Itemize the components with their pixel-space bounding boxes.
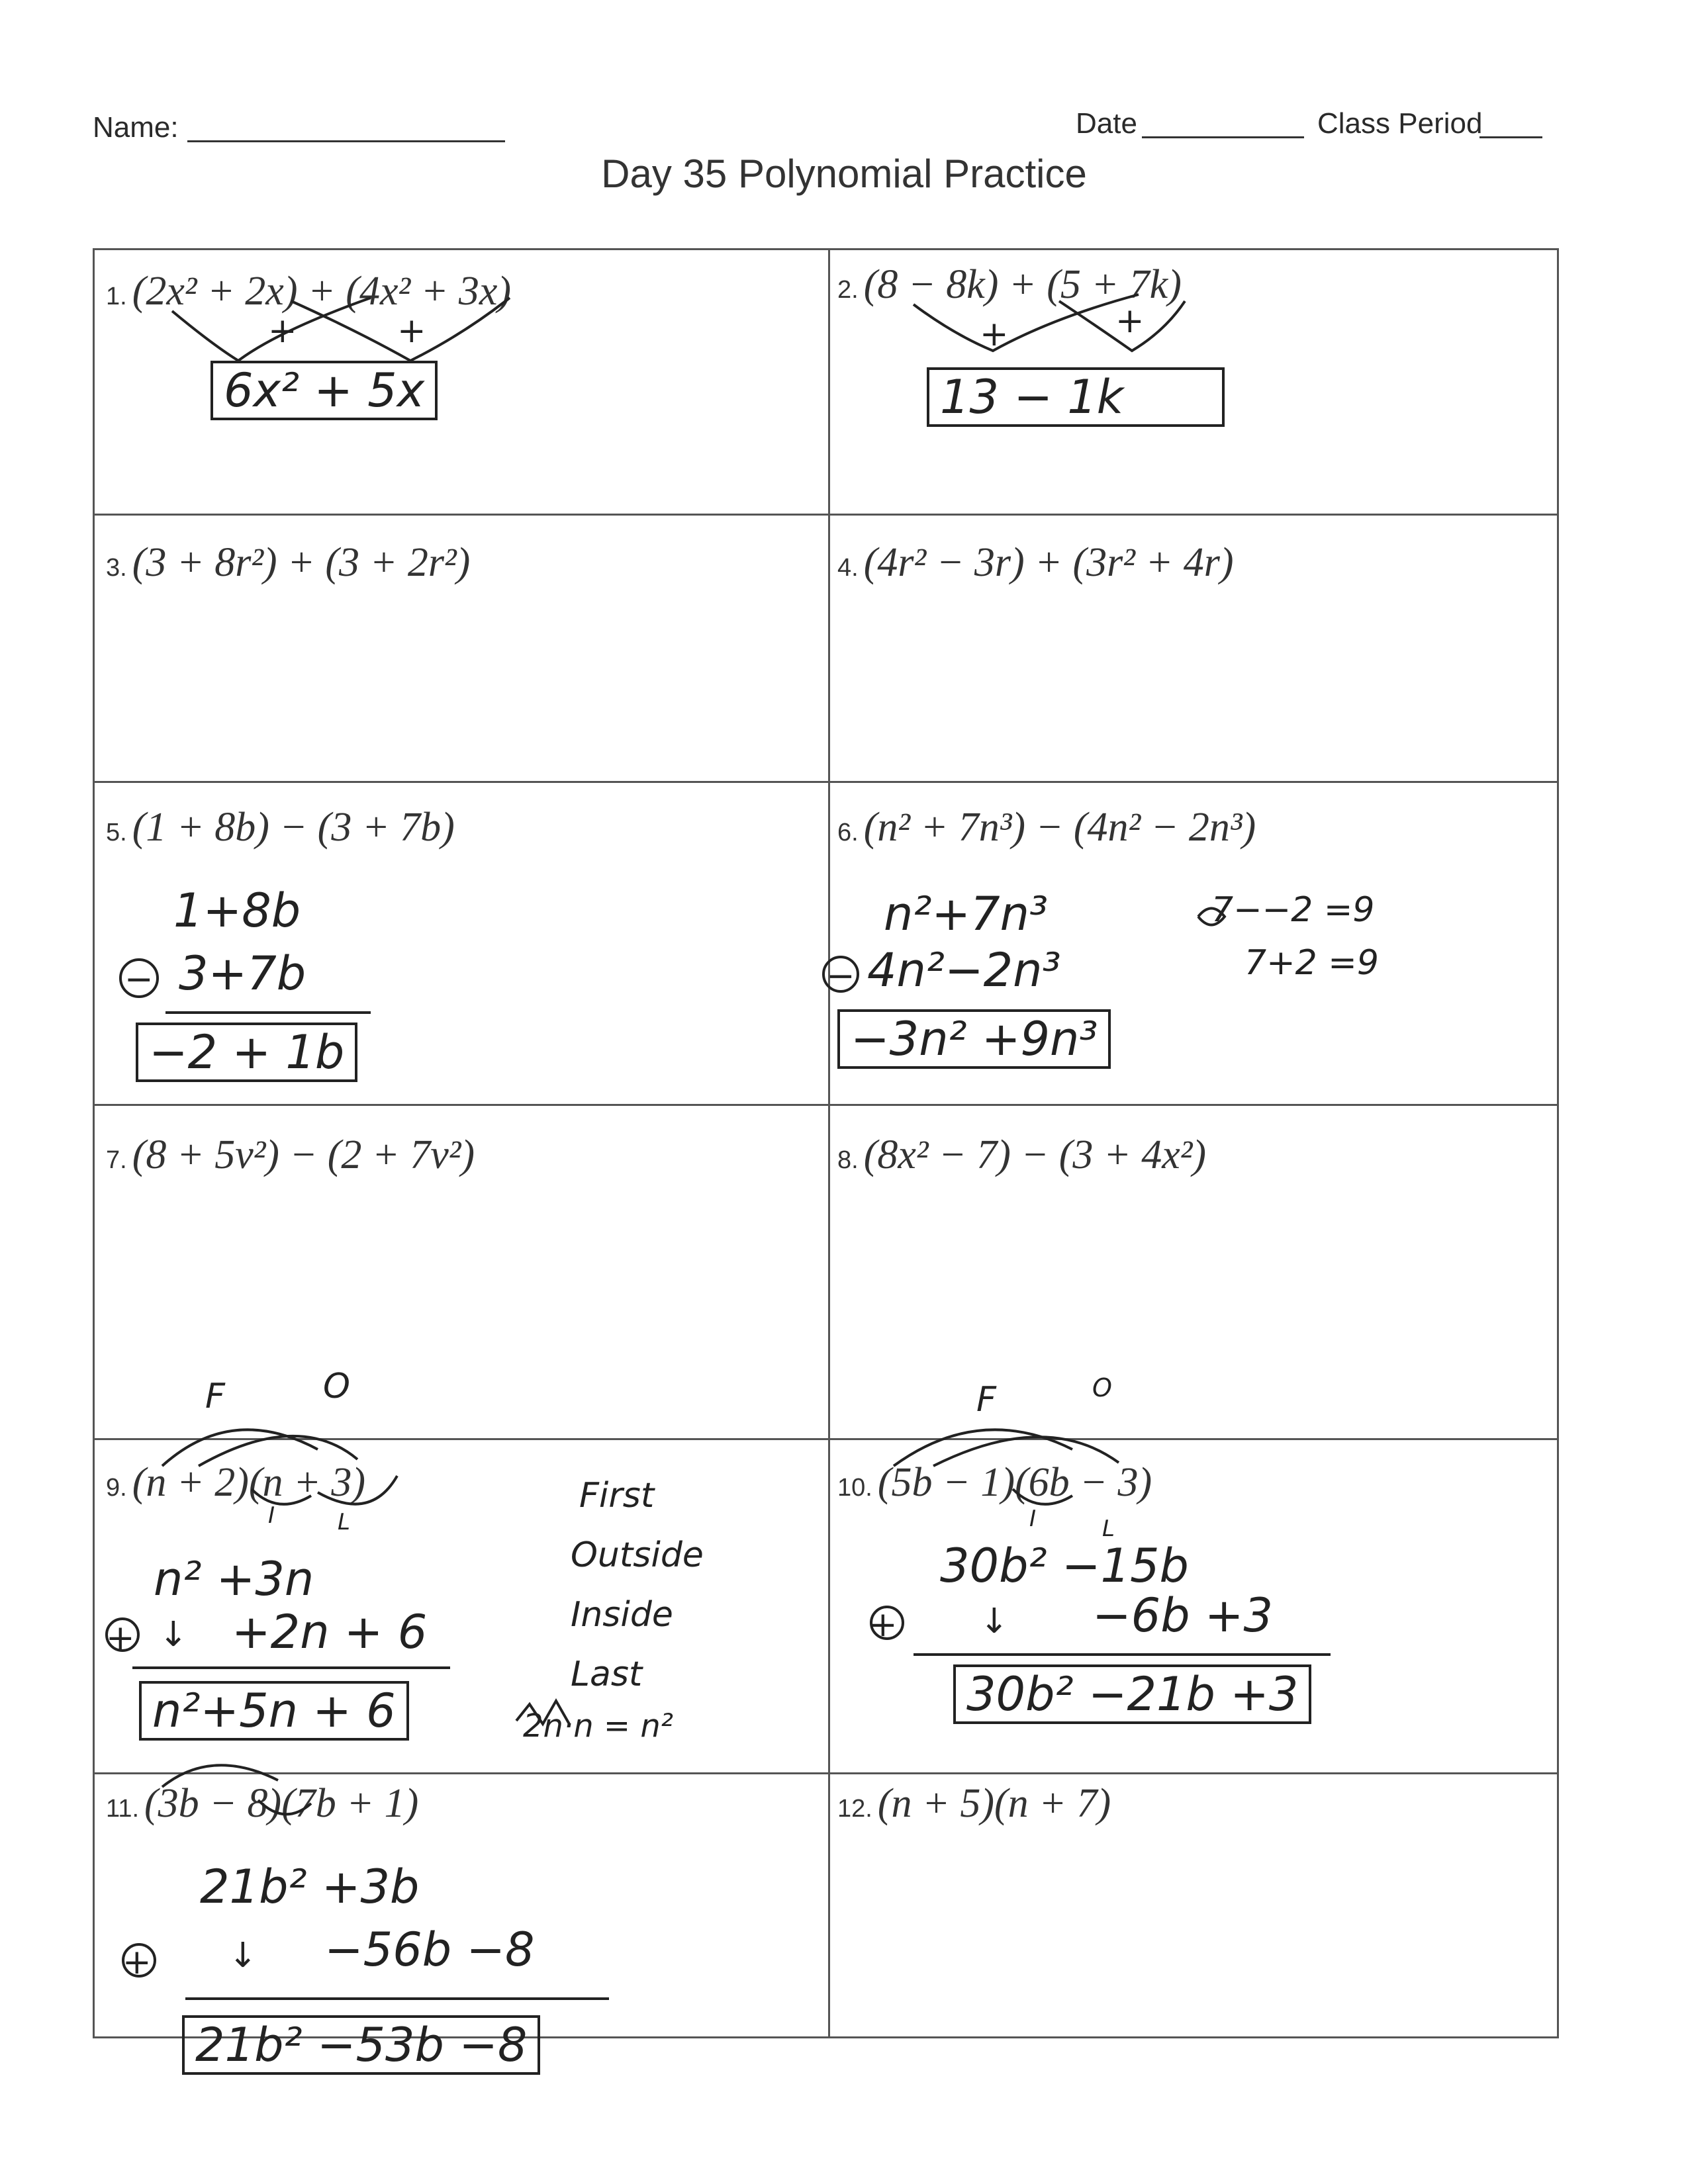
hw-foil-letter: O — [1092, 1373, 1112, 1402]
problem-expression: (3 + 8r²) + (3 + 2r²) — [132, 540, 471, 585]
problem-number: 11. — [106, 1795, 140, 1823]
problem-expression: (n + 2)(n + 3) — [132, 1460, 365, 1505]
problem-number: 3. — [106, 554, 127, 582]
name-label: Name: — [93, 111, 179, 144]
problem-expression: (2x² + 2x) + (4x² + 3x) — [132, 269, 512, 314]
problem-8 — [837, 1132, 1206, 1179]
hw-work-line: 30b² −15b — [940, 1539, 1189, 1593]
hw-foil-word: Last — [571, 1655, 643, 1694]
grid-divider-row — [95, 1104, 1557, 1106]
hw-foil-letter: F — [205, 1377, 225, 1416]
hw-foil-word: Outside — [571, 1535, 704, 1575]
problem-12 — [837, 1780, 1111, 1827]
hw-foil-letter: L — [1102, 1516, 1115, 1542]
problem-expression: (5b − 1)(6b − 3) — [877, 1460, 1152, 1505]
problem-3 — [106, 539, 470, 586]
hw-arrow: ↓ — [159, 1615, 188, 1655]
grid-divider-row — [95, 1772, 1557, 1774]
problem-11 — [106, 1780, 418, 1827]
hw-foil-letter: L — [338, 1509, 350, 1535]
grid-divider-vertical — [828, 250, 830, 2036]
hw-foil-letter: I — [1029, 1506, 1037, 1532]
problem-number: 2. — [837, 276, 859, 304]
problem-6 — [837, 804, 1256, 851]
problem-expression: (1 + 8b) − (3 + 7b) — [132, 805, 455, 850]
problem-number: 9. — [106, 1474, 127, 1502]
hw-plus-sign: + — [1115, 301, 1145, 341]
problem-expression: (8 − 8k) + (5 + 7k) — [863, 262, 1182, 307]
hw-plus-sign: + — [397, 311, 426, 351]
hw-plus-sign: + — [122, 1942, 152, 1982]
hw-foil-word: First — [579, 1476, 655, 1516]
hw-work-line: +2n + 6 — [232, 1605, 428, 1659]
hw-answer-box: −2 + 1b — [136, 1023, 357, 1082]
problem-4 — [837, 539, 1234, 586]
hw-note: 7−−2 =9 — [1211, 890, 1375, 930]
hw-note: 7+2 =9 — [1244, 943, 1379, 983]
problem-7 — [106, 1132, 475, 1179]
hw-minus-sign: − — [826, 956, 855, 996]
problem-expression: (4r² − 3r) + (3r² + 4r) — [863, 540, 1234, 585]
hw-work-line: −56b −8 — [324, 1923, 535, 1977]
grid-divider-row — [95, 781, 1557, 783]
problem-10 — [837, 1459, 1152, 1506]
hw-plus-sign: + — [980, 314, 1009, 354]
hw-foil-letter: F — [976, 1380, 996, 1420]
hw-plus-sign: + — [106, 1618, 135, 1658]
hw-answer-box: 13 − 1k — [927, 367, 1225, 427]
hw-plus-sign: + — [868, 1605, 898, 1645]
date-field[interactable] — [1142, 136, 1304, 138]
problem-expression: (3b − 8)(7b + 1) — [144, 1781, 419, 1826]
hw-foil-word: Inside — [571, 1595, 673, 1635]
hw-note: 2n·n = n² — [523, 1707, 674, 1745]
hw-foil-letter: I — [268, 1502, 275, 1529]
hw-work-line: n²+7n³ — [884, 887, 1049, 941]
hw-work-line: n² +3n — [154, 1552, 314, 1606]
hw-work-line: −6b +3 — [1092, 1588, 1274, 1643]
page-title: Day 35 Polynomial Practice — [601, 152, 1087, 196]
problem-number: 12. — [837, 1795, 872, 1823]
worksheet-header — [0, 0, 1688, 238]
class-period-label: Class Period — [1317, 107, 1483, 140]
hw-work-line: 4n²−2n³ — [867, 943, 1061, 997]
problem-5 — [106, 804, 455, 851]
problem-1 — [106, 268, 511, 315]
problem-number: 10. — [837, 1474, 872, 1502]
hw-arrow: ↓ — [228, 1936, 258, 1976]
problem-expression: (8x² − 7) − (3 + 4x²) — [863, 1132, 1207, 1177]
problem-number: 5. — [106, 819, 127, 846]
problem-expression: (8 + 5v²) − (2 + 7v²) — [132, 1132, 475, 1177]
problem-expression: (n + 5)(n + 7) — [877, 1781, 1111, 1826]
hw-arrow: ↓ — [980, 1602, 1009, 1641]
grid-divider-row — [95, 1438, 1557, 1440]
hw-answer-box: 21b² −53b −8 — [182, 2015, 540, 2075]
problem-number: 1. — [106, 283, 127, 310]
hw-answer-box: −3n² +9n³ — [837, 1009, 1111, 1069]
name-field[interactable] — [187, 140, 505, 142]
hw-minus-sign: − — [124, 960, 154, 999]
hw-answer-box: 30b² −21b +3 — [953, 1664, 1311, 1724]
problem-9 — [106, 1459, 365, 1506]
date-label: Date — [1076, 107, 1137, 140]
problem-number: 4. — [837, 554, 859, 582]
class-period-field[interactable] — [1479, 136, 1542, 138]
hw-work-line: 1+8b — [173, 884, 301, 938]
problem-number: 8. — [837, 1146, 859, 1174]
hw-foil-letter: O — [323, 1367, 350, 1406]
problem-number: 7. — [106, 1146, 127, 1174]
grid-divider-row — [95, 514, 1557, 516]
hw-answer-box: 6x² + 5x — [211, 361, 438, 420]
hw-answer-box: n²+5n + 6 — [139, 1681, 409, 1741]
hw-plus-sign: + — [268, 311, 297, 351]
hw-work-line: 21b² +3b — [200, 1860, 420, 1914]
problem-number: 6. — [837, 819, 859, 846]
problem-expression: (n² + 7n³) − (4n² − 2n³) — [863, 805, 1256, 850]
hw-work-line: 3+7b — [179, 946, 306, 1001]
